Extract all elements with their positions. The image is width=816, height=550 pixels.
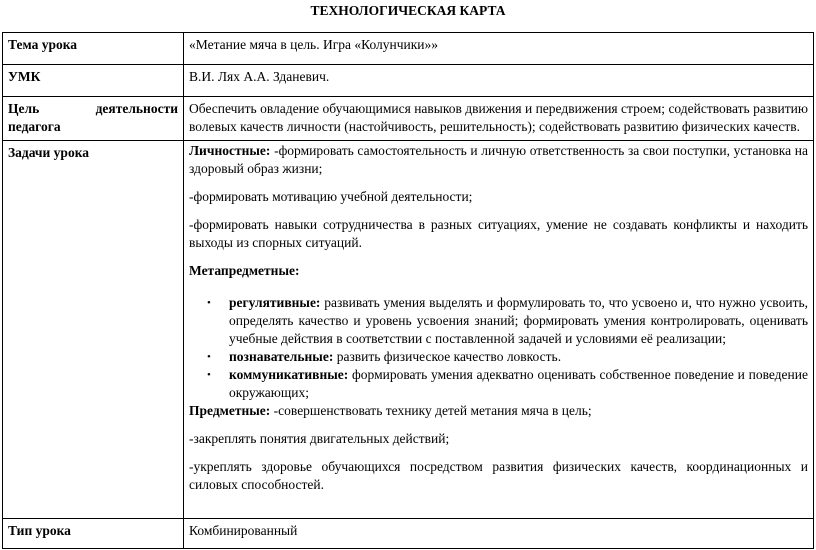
label-umk: УМК [3,65,184,97]
subject-text-1: -совершенствовать технику детей метания мяча в цель; [270,403,592,418]
label-goal-word3: педагога [8,119,61,134]
meta-item-cognitive [189,348,808,366]
meta-item-text: развивать умения выделять и формулировать то, что усвоено и, что нужно усвоить, определять качество и уровень усвоения знаний; формировать умения контролировать, оценивать учебные действия в соответствии с поставленной задачей и условиями её реализации; [229,295,808,346]
meta-item-head: регулятивные: [229,295,321,310]
meta-item-head: коммуникативные: [229,367,349,382]
row-tasks [3,141,814,519]
label-lesson-type: Тип урока [3,519,184,549]
bullet-icon: • [207,369,211,381]
label-topic: Тема урока [3,33,184,65]
row-lesson-type [3,519,814,549]
tech-map-table [2,32,814,549]
subject-heading: Предметные: [189,403,271,418]
meta-item-text: формировать умения адекватно оценивать собственное поведение и поведение окружающих; [229,367,808,400]
subject-text-2: -закреплять понятия двигательных действий; [189,431,450,446]
meta-item-head: познавательные: [229,349,334,364]
personal-para-1 [189,142,808,178]
label-goal [3,97,184,141]
meta-item-communicative [189,366,808,402]
row-umk [3,65,814,97]
value-umk: В.И. Лях А.А. Зданевич. [184,65,814,97]
bullet-icon: • [207,297,211,309]
value-topic: «Метание мяча в цель. Игра «Колунчики»» [184,33,814,65]
label-goal-word2: деятельности [95,101,178,116]
meta-item-regulative [189,294,808,348]
document-title: ТЕХНОЛОГИЧЕСКАЯ КАРТА [310,3,506,18]
bullet-icon: • [207,351,211,363]
value-goal: Обеспечить овладение обучающимися навыков движения и передвижения строем; содействовать развитию волевых качеств личности (настойчивость, решительность); содействовать развитию физических качеств. [184,97,814,141]
row-topic [3,33,814,65]
personal-text-1: -формировать самостоятельность и личную ответственность за свои поступки, установка на здоровый образ жизни; [189,143,808,176]
personal-heading: Личностные: [189,143,271,158]
value-tasks [184,141,814,519]
subject-para-1 [189,402,808,420]
value-lesson-type: Комбинированный [184,519,814,549]
personal-text-2: -формировать мотивацию учебной деятельности; [189,189,473,204]
meta-item-text: развить физическое качество ловкость. [333,349,562,364]
label-goal-word1: Цель [8,101,40,116]
personal-text-3: -формировать навыки сотрудничества в разных ситуациях, умение не создавать конфликты и находить выходы из спорных ситуаций. [189,217,808,250]
meta-list [189,294,808,402]
label-tasks: Задачи урока [3,141,184,519]
subject-text-3: -укреплять здоровье обучающихся посредством развития физических качеств, координационных и силовых способностей. [189,459,808,492]
row-goal [3,97,814,141]
meta-heading: Метапредметные: [189,263,300,278]
